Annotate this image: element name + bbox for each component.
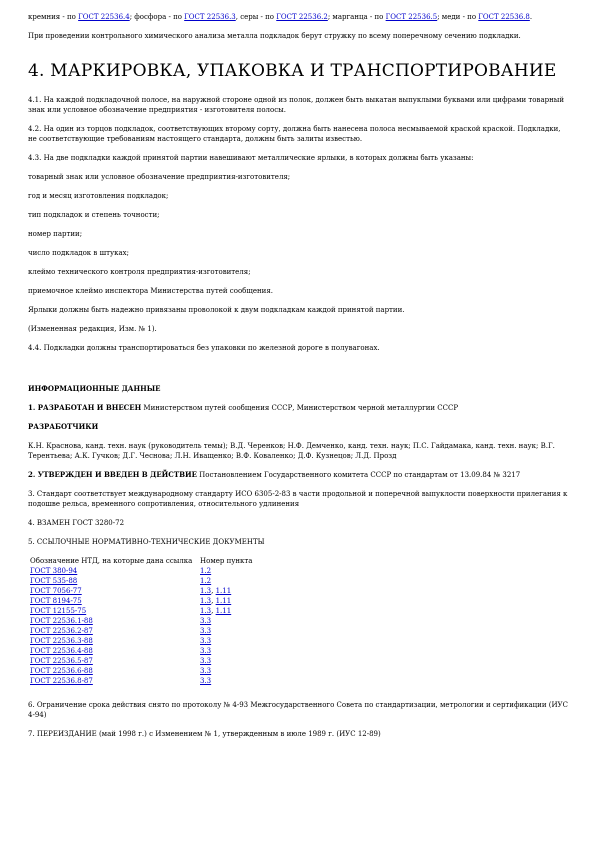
section-heading: 4. МАРКИРОВКА, УПАКОВКА И ТРАНСПОРТИРОВАНИЕ [28, 61, 557, 81]
info-title: ИНФОРМАЦИОННЫЕ ДАННЫЕ [28, 384, 161, 393]
reference-document-cell [30, 636, 200, 646]
clause-link[interactable]: 1.11 [215, 597, 232, 605]
column-header-clause: Номер пункта [200, 557, 253, 565]
clause-link[interactable]: 1.3 [200, 607, 212, 615]
text-fragment: ; меди - по [437, 13, 479, 21]
label-attachment-note: Ярлыки должны быть надежно привязаны проволокой к двум подкладкам каждой принятой партии. [28, 306, 405, 314]
paragraph-4-1: 4.1. На каждой подкладочной полосе, на наружной стороне одной из полок, должен быть выкатан выпуклыми буквами или цифрами товарный знак или условное обозначение предприятия - изготовителя полосы. [28, 96, 565, 114]
reference-document-link[interactable]: ГОСТ 22536.2-87 [30, 627, 93, 635]
reference-clause-cell [200, 636, 252, 646]
label-item-type: тип подкладок и степень точности; [28, 211, 160, 219]
table-row [30, 646, 252, 656]
reference-clause-cell [200, 616, 252, 626]
table-row [30, 586, 252, 596]
reference-document-cell [30, 616, 200, 626]
info-section-2-text: Постановлением Государственного комитета СССР по стандартам от 13.09.84 № 3217 [196, 471, 521, 479]
control-analysis-note: При проведении контрольного химического анализа металла подкладок берут стружку по всему поперечному сечению подкладки. [28, 32, 521, 40]
link-gost-22536-2[interactable]: ГОСТ 22536.2 [276, 13, 328, 21]
references-table-header [30, 556, 252, 566]
clause-separator: , [211, 607, 216, 615]
reference-document-cell [30, 596, 200, 606]
info-section-1 [28, 403, 568, 413]
clause-link[interactable]: 1.3 [200, 587, 212, 595]
reference-document-link[interactable]: ГОСТ 22536.3-88 [30, 637, 93, 645]
clause-link[interactable]: 3.3 [200, 647, 212, 655]
info-section-5: 5. ССЫЛОЧНЫЕ НОРМАТИВНО-ТЕХНИЧЕСКИЕ ДОКУМЕНТЫ [28, 538, 265, 546]
text-fragment: ; марганца - по [327, 13, 386, 21]
clause-link[interactable]: 3.3 [200, 657, 212, 665]
developers-title: РАЗРАБОТЧИКИ [28, 422, 99, 431]
table-row [30, 576, 252, 586]
info-section-2 [28, 470, 568, 480]
table-row [30, 666, 252, 676]
text-fragment: . [529, 13, 533, 21]
reference-document-link[interactable]: ГОСТ 380-94 [30, 567, 78, 575]
info-section-4: 4. ВЗАМЕН ГОСТ 3280-72 [28, 519, 125, 527]
table-row [30, 626, 252, 636]
reference-clause-cell [200, 596, 252, 606]
label-item-batch: номер партии; [28, 230, 83, 238]
reference-document-link[interactable]: ГОСТ 8194-75 [30, 597, 82, 605]
label-item-qc-stamp: клеймо технического контроля предприятия-изготовителя; [28, 268, 251, 276]
reference-document-link[interactable]: ГОСТ 22536.6-88 [30, 667, 93, 675]
reference-clause-cell [200, 666, 252, 676]
link-gost-22536-3[interactable]: ГОСТ 22536.3 [184, 13, 236, 21]
reference-document-link[interactable]: ГОСТ 7056-77 [30, 587, 82, 595]
clause-link[interactable]: 1.2 [200, 577, 212, 585]
table-row [30, 566, 252, 576]
reference-clause-cell [200, 586, 252, 596]
table-row [30, 606, 252, 616]
clause-link[interactable]: 1.3 [200, 597, 212, 605]
clause-link[interactable]: 3.3 [200, 637, 212, 645]
info-section-1-label: 1. РАЗРАБОТАН И ВНЕСЕН [28, 403, 142, 412]
reference-document-link[interactable]: ГОСТ 535-88 [30, 577, 78, 585]
reference-clause-cell [200, 646, 252, 656]
info-section-6: 6. Ограничение срока действия снято по протоколу № 4-93 Межгосударственного Совета по стандартизации, метрологии и сертификации (ИУС 4-94) [28, 701, 568, 719]
amendment-note: (Измененная редакция, Изм. № 1). [28, 325, 157, 333]
column-header-document: Обозначение НТД, на которые дана ссылка [30, 557, 193, 565]
label-item-date: год и месяц изготовления подкладок; [28, 192, 169, 200]
clause-link[interactable]: 3.3 [200, 617, 212, 625]
reference-document-cell [30, 566, 200, 576]
table-row [30, 656, 252, 666]
reference-clause-cell [200, 676, 252, 686]
clause-link[interactable]: 3.3 [200, 667, 212, 675]
label-item-trademark: товарный знак или условное обозначение предприятия-изготовителя; [28, 173, 291, 181]
clause-link[interactable]: 1.11 [215, 587, 232, 595]
reference-document-cell [30, 586, 200, 596]
reference-document-cell [30, 646, 200, 656]
paragraph-4-4: 4.4. Подкладки должны транспортироваться без упаковки по железной дороге в полувагонах. [28, 344, 380, 352]
text-fragment: ; фосфора - по [129, 13, 185, 21]
reference-clause-cell [200, 626, 252, 636]
reference-document-cell [30, 576, 200, 586]
reference-document-cell [30, 656, 200, 666]
document-page [28, 12, 568, 748]
info-section-2-label: 2. УТВЕРЖДЕН И ВВЕДЕН В ДЕЙСТВИЕ [28, 470, 197, 479]
text-fragment: , серы - по [235, 13, 277, 21]
table-row [30, 596, 252, 606]
reference-document-cell [30, 606, 200, 616]
reference-document-cell [30, 666, 200, 676]
reference-document-link[interactable]: ГОСТ 22536.8-87 [30, 677, 93, 685]
clause-separator: , [211, 587, 216, 595]
clause-link[interactable]: 3.3 [200, 627, 212, 635]
info-section-3: 3. Стандарт соответствует международному стандарту ИСО 6305-2-83 в части продольной и поперечной выпуклости поверхности прилегания к подошве рельса, временного сопротивления, относительного удлинения [28, 490, 568, 508]
paragraph-4-2: 4.2. На один из торцов подкладок, соответствующих второму сорту, должна быть нанесена полоса несмываемой краской краской. Подкладки, не соответствующие требованиям настоящего стандарта, должны быть залиты известью. [28, 125, 561, 143]
reference-document-link[interactable]: ГОСТ 12155-75 [30, 607, 87, 615]
reference-clause-cell [200, 656, 252, 666]
link-gost-22536-4[interactable]: ГОСТ 22536.4 [78, 13, 130, 21]
reference-document-link[interactable]: ГОСТ 22536.4-88 [30, 647, 93, 655]
developers-list: К.Н. Краснова, канд. техн. наук (руководитель темы); В.Д. Черенков; Н.Ф. Демченко, канд. техн. наук; П.С. Гайдамака, канд. техн. наук; В.Г. Терентьева; А.К. Гучков; Д.Г. Чеснова; Л.Н. Иващенко; В.Ф. Коваленко; Д.Ф. Кузнецов; Л.Д. Прозд [28, 442, 555, 460]
info-section-7: 7. ПЕРЕИЗДАНИЕ (май 1998 г.) с Изменением № 1, утвержденным в июле 1989 г. (ИУС 12-89) [28, 730, 381, 738]
reference-document-cell [30, 626, 200, 636]
clause-link[interactable]: 1.2 [200, 567, 212, 575]
reference-document-link[interactable]: ГОСТ 22536.5-87 [30, 657, 93, 665]
chemical-analysis-line [28, 12, 568, 22]
references-table [30, 556, 252, 686]
link-gost-22536-8[interactable]: ГОСТ 22536.8 [478, 13, 530, 21]
info-section-1-text: Министерством путей сообщения СССР, Министерством черной металлургии СССР [141, 404, 459, 412]
clause-link[interactable]: 1.11 [215, 607, 232, 615]
reference-clause-cell [200, 566, 252, 576]
table-row [30, 616, 252, 626]
reference-document-cell [30, 676, 200, 686]
reference-document-link[interactable]: ГОСТ 22536.1-88 [30, 617, 93, 625]
table-row [30, 636, 252, 646]
paragraph-4-3: 4.3. На две подкладки каждой принятой партии навешивают металлические ярлыки, в которых должны быть указаны: [28, 154, 474, 162]
table-row [30, 676, 252, 686]
clause-link[interactable]: 3.3 [200, 677, 212, 685]
reference-clause-cell [200, 576, 252, 586]
reference-clause-cell [200, 606, 252, 616]
label-item-inspector-stamp: приемочное клеймо инспектора Министерства путей сообщения. [28, 287, 273, 295]
label-item-count: число подкладок в штуках; [28, 249, 129, 257]
clause-separator: , [211, 597, 216, 605]
text-fragment: кремния - по [28, 13, 79, 21]
link-gost-22536-5[interactable]: ГОСТ 22536.5 [385, 13, 438, 21]
